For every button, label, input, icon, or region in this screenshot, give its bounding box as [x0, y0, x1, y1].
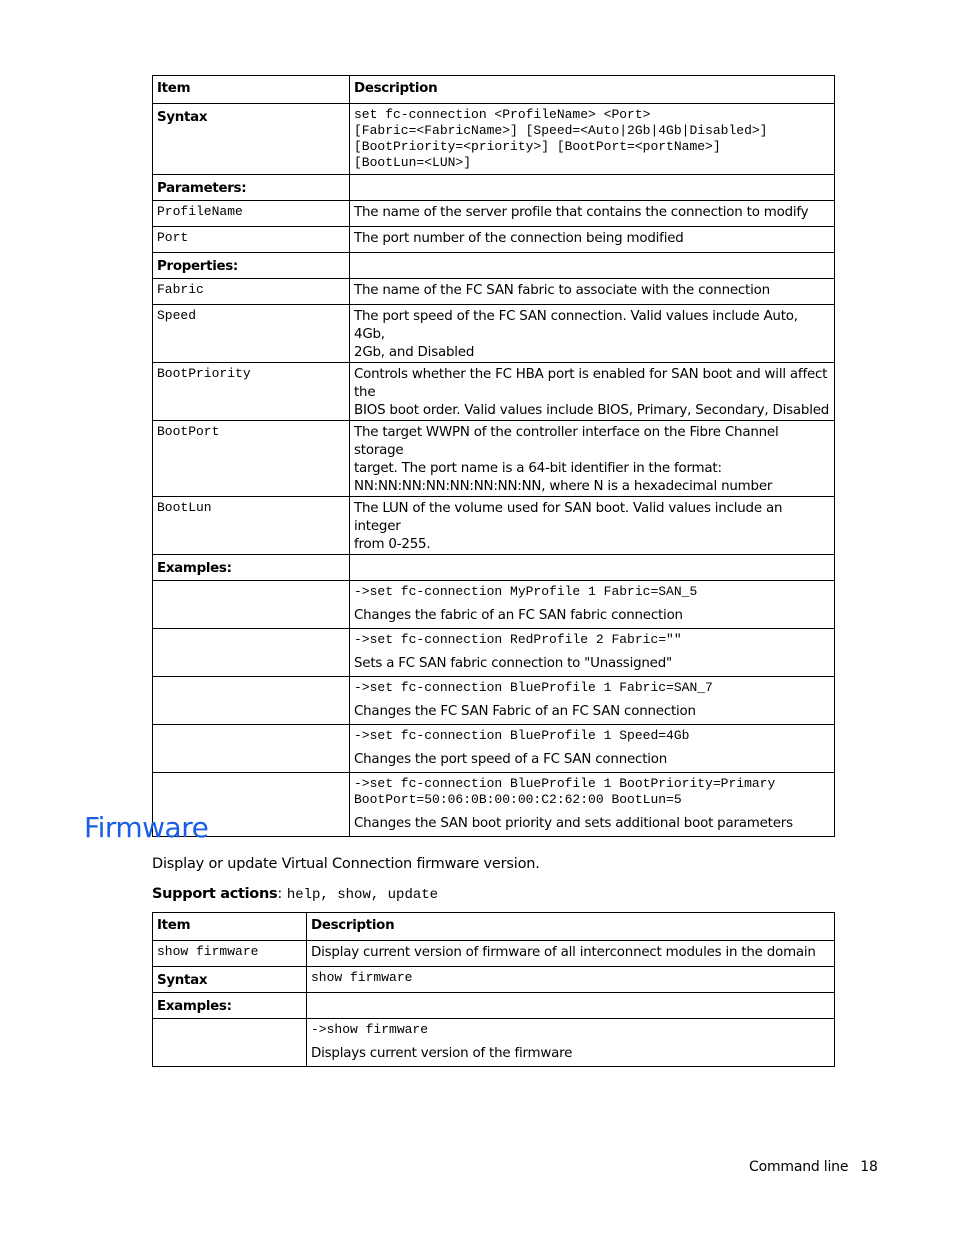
table-row: [153, 305, 835, 363]
example-cell: [350, 629, 835, 677]
properties-label: Properties:: [153, 253, 350, 279]
support-actions-label: Support actions: [152, 886, 278, 902]
syntax-line: [BootPriority=<priority>] [BootPort=<portName>]: [354, 139, 721, 154]
parameters-label: Parameters:: [153, 175, 350, 201]
table-row: [153, 253, 835, 279]
syntax-label: Syntax: [153, 967, 307, 993]
header-description: Description: [307, 913, 835, 941]
param-description: The name of the server profile that contains the connection to modify: [350, 201, 835, 227]
example-command: ->show firmware: [311, 1022, 429, 1037]
syntax-line: set fc-connection <ProfileName> <Port>: [354, 107, 651, 122]
example-cell: [307, 1019, 835, 1067]
param-name: Port: [153, 227, 350, 253]
section-title: Firmware: [84, 811, 209, 844]
header-item: Item: [153, 913, 307, 941]
example-row: [153, 725, 835, 773]
table-row: [153, 967, 835, 993]
example-cell: [350, 773, 835, 837]
table-row: [153, 497, 835, 555]
property-description: The LUN of the volume used for SAN boot. Valid values include an integer from 0-255.: [350, 497, 835, 555]
example-command: ->set fc-connection BlueProfile 1 Speed=4Gb: [354, 728, 690, 743]
example-row: [153, 581, 835, 629]
example-row: [153, 677, 835, 725]
page-footer: [749, 1159, 878, 1175]
property-name: BootPriority: [153, 363, 350, 421]
set-fc-connection-table: [152, 75, 835, 837]
examples-label: Examples:: [153, 993, 307, 1019]
example-description: Changes the SAN boot priority and sets additional boot parameters: [354, 816, 793, 831]
support-actions-list: help, show, update: [286, 887, 439, 903]
example-description: Displays current version of the firmware: [311, 1046, 573, 1061]
property-description: The target WWPN of the controller interface on the Fibre Channel storage target. The port name is a 64-bit identifier in the format: NN:NN:NN:NN:NN:NN:NN:NN, where N is a hexadecimal number: [350, 421, 835, 497]
property-description: The port speed of the FC SAN connection. Valid values include Auto, 4Gb, 2Gb, and Disabled: [350, 305, 835, 363]
example-cell: [350, 725, 835, 773]
example-cell: [350, 677, 835, 725]
table-header-row: [153, 76, 835, 104]
example-description: Changes the fabric of an FC SAN fabric connection: [354, 608, 683, 623]
syntax-line: [BootLun=<LUN>]: [354, 155, 472, 170]
command-name: show firmware: [153, 941, 307, 967]
property-name: BootPort: [153, 421, 350, 497]
command-description: Display current version of firmware of all interconnect modules in the domain: [307, 941, 835, 967]
example-command: ->set fc-connection RedProfile 2 Fabric="": [354, 632, 682, 647]
property-name: Fabric: [153, 279, 350, 305]
example-row: [153, 773, 835, 837]
table-row: [153, 227, 835, 253]
table-row: [153, 175, 835, 201]
page-number: 18: [860, 1159, 878, 1175]
property-name: Speed: [153, 305, 350, 363]
show-firmware-table: [152, 912, 835, 1067]
example-command: BootPort=50:06:0B:00:00:C2:62:00 BootLun=5: [354, 792, 682, 807]
table-header-row: [153, 913, 835, 941]
syntax-value: [350, 104, 835, 175]
example-cell: [350, 581, 835, 629]
example-command: ->set fc-connection BlueProfile 1 Fabric=SAN_7: [354, 680, 713, 695]
table-row: [153, 941, 835, 967]
syntax-line: [Fabric=<FabricName>] [Speed=<Auto|2Gb|4Gb|Disabled>]: [354, 123, 768, 138]
header-description: Description: [350, 76, 835, 104]
example-row: [153, 1019, 835, 1067]
example-command: ->set fc-connection MyProfile 1 Fabric=SAN_5: [354, 584, 698, 599]
example-command: ->set fc-connection BlueProfile 1 BootPriority=Primary: [354, 776, 776, 791]
table-row: [153, 201, 835, 227]
header-item: Item: [153, 76, 350, 104]
example-description: Changes the FC SAN Fabric of an FC SAN connection: [354, 704, 696, 719]
property-description: Controls whether the FC HBA port is enabled for SAN boot and will affect the BIOS boot order. Valid values include BIOS, Primary, Secondary, Disabled: [350, 363, 835, 421]
property-description: The name of the FC SAN fabric to associate with the connection: [350, 279, 835, 305]
examples-label: Examples:: [153, 555, 350, 581]
footer-section: Command line: [749, 1159, 849, 1175]
example-row: [153, 629, 835, 677]
syntax-value: show firmware: [307, 967, 835, 993]
table-row: [153, 555, 835, 581]
example-description: Changes the port speed of a FC SAN connection: [354, 752, 668, 767]
section-intro: Display or update Virtual Connection firmware version.: [152, 856, 540, 872]
table-row: [153, 104, 835, 175]
table-row: [153, 993, 835, 1019]
param-name: ProfileName: [153, 201, 350, 227]
table-row: [153, 363, 835, 421]
param-description: The port number of the connection being modified: [350, 227, 835, 253]
table-row: [153, 421, 835, 497]
example-description: Sets a FC SAN fabric connection to "Unassigned": [354, 656, 672, 671]
table-row: [153, 279, 835, 305]
syntax-label: Syntax: [153, 104, 350, 175]
support-actions: Support actions: help, show, update: [152, 886, 439, 903]
property-name: BootLun: [153, 497, 350, 555]
